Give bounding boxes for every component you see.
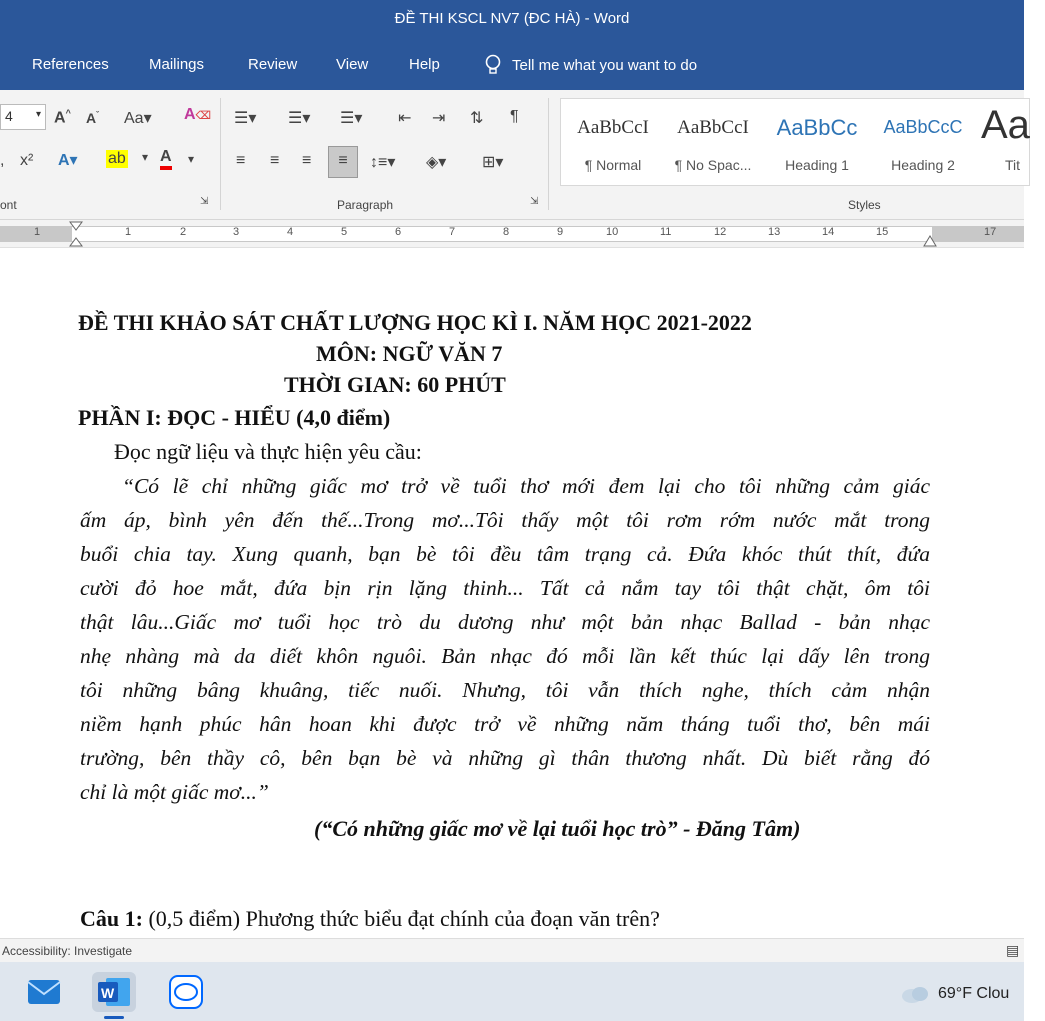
question-label: Câu 1: <box>80 906 143 931</box>
shading-icon[interactable]: ◈▾ <box>426 154 447 171</box>
style-name: Tit <box>1005 157 1021 173</box>
styles-gallery <box>560 98 1030 186</box>
horizontal-ruler[interactable] <box>0 220 1024 248</box>
style-sample: AaBbCc <box>776 115 858 140</box>
style-heading-1[interactable] <box>767 99 867 187</box>
align-left-icon[interactable]: ≡ <box>236 152 246 169</box>
style-name: Heading 2 <box>891 157 955 173</box>
ruler-number: 6 <box>395 226 402 238</box>
passage-line: “Có lẽ chỉ những giấc mơ trở về tuổi thơ mới đem lại cho tôi những cảm giác <box>122 474 930 498</box>
style-title[interactable] <box>975 99 1045 187</box>
style-sample: AaBbCcI <box>677 117 749 138</box>
svg-text:W: W <box>101 985 115 1001</box>
superscript-icon[interactable]: x² <box>20 152 34 169</box>
ruler-number: 14 <box>822 226 835 238</box>
active-indicator <box>104 1016 124 1019</box>
tell-me-text: Tell me what you want to do <box>512 56 698 74</box>
style-name: ¶ Normal <box>584 157 642 173</box>
indent-marker-icon[interactable] <box>70 220 84 248</box>
passage-source: (“Có những giấc mơ về lại tuổi học trò” - Đăng Tâm) <box>314 816 801 841</box>
font-size-box[interactable] <box>0 104 46 130</box>
document-page[interactable] <box>0 248 1024 938</box>
ruler-number: 12 <box>714 226 727 238</box>
numbering-icon[interactable]: ☰▾ <box>288 110 311 127</box>
ribbon <box>0 90 1030 220</box>
ruler-track <box>0 226 1024 242</box>
style-sample: Aa <box>981 103 1030 147</box>
ruler-number: 3 <box>233 226 240 238</box>
passage-line: tôi những bâng khuâng, tiếc nuối. Nhưng, tôi vẫn thích nghe, thích cảm nhận <box>80 678 930 702</box>
comma-icon: , <box>0 152 5 169</box>
ruler-number: 15 <box>876 226 889 238</box>
chevron-down-icon[interactable]: ▾ <box>142 150 149 164</box>
mail-icon <box>22 972 66 1012</box>
weather-text: 69°F Clou <box>938 985 1010 1002</box>
multilevel-list-icon[interactable]: ☰▾ <box>340 110 363 127</box>
decrease-indent-icon[interactable]: ⇤ <box>398 110 412 127</box>
passage-line: ấm áp, bình yên đến thế...Trong mơ...Tôi thấy một tôi rơm rớm nước mắt trong <box>80 508 930 532</box>
ruler-number: 1 <box>125 226 132 238</box>
time-line: THỜI GIAN: 60 PHÚT <box>284 372 506 397</box>
paragraph-group-label: Paragraph <box>337 198 394 212</box>
dialog-launcher-icon[interactable]: ⇲ <box>200 196 209 207</box>
style-no-spacing[interactable] <box>665 99 761 187</box>
dialog-launcher-icon[interactable]: ⇲ <box>530 196 539 207</box>
ruler-number: 1 <box>34 226 41 238</box>
zalo-icon <box>164 972 208 1012</box>
tab-view[interactable]: View <box>336 56 369 73</box>
passage-last-line: chỉ là một giấc mơ...” <box>80 780 269 804</box>
group-separator <box>220 98 221 210</box>
ruler-number: 4 <box>287 226 294 238</box>
lightbulb-icon <box>484 54 502 76</box>
chevron-down-icon[interactable]: ▾ <box>188 152 195 166</box>
question-1 <box>80 906 660 932</box>
bullets-icon[interactable]: ☰▾ <box>234 110 257 127</box>
word-icon <box>92 972 136 1012</box>
layout-view-icon[interactable]: ▤ <box>1006 942 1020 958</box>
font-group-label: ont <box>0 198 17 212</box>
pilcrow-icon[interactable]: ¶ <box>510 108 519 125</box>
question-text: (0,5 điểm) Phương thức biểu đạt chính của đoạn văn trên? <box>148 906 660 931</box>
grow-font-icon[interactable]: A^ <box>54 108 71 127</box>
text-effects-icon[interactable]: A▾ <box>58 152 78 169</box>
ruler-number: 5 <box>341 226 348 238</box>
style-name: Heading 1 <box>785 157 849 173</box>
tab-mailings[interactable]: Mailings <box>149 56 205 73</box>
instruction-text: Đọc ngữ liệu và thực hiện yêu cầu: <box>114 439 422 464</box>
clear-formatting-icon[interactable]: A⌫ <box>184 106 212 123</box>
style-normal[interactable] <box>565 99 661 187</box>
word-app-icon[interactable] <box>92 972 136 1012</box>
passage-line: nhẹ nhàng mà da diết khôn nguôi. Bản nhạc đó mỗi lần kết thúc lại dấy lên trong <box>80 644 930 668</box>
font-color-icon[interactable]: A <box>160 148 172 170</box>
styles-group-label: Styles <box>848 198 881 212</box>
subject-line: MÔN: NGỮ VĂN 7 <box>316 341 503 366</box>
style-sample: AaBbCcI <box>577 117 649 138</box>
right-indent-marker-icon[interactable] <box>924 232 938 248</box>
mail-app-icon[interactable] <box>22 972 66 1012</box>
borders-icon[interactable]: ⊞▾ <box>482 154 504 171</box>
highlight-icon[interactable]: ab <box>108 150 126 167</box>
tell-me-search[interactable] <box>484 54 697 76</box>
taskbar <box>0 962 1024 1021</box>
tab-help[interactable]: Help <box>409 56 440 73</box>
chevron-down-icon: ▾ <box>35 109 41 120</box>
status-bar <box>0 938 1024 962</box>
style-heading-2[interactable] <box>873 99 973 187</box>
increase-indent-icon[interactable]: ⇥ <box>432 110 446 127</box>
passage-line: thật lâu...Giấc mơ tuổi học trò du dương như một bản nhạc Ballad - bản nhạc <box>80 610 930 634</box>
align-center-icon[interactable]: ≡ <box>270 152 280 169</box>
align-right-icon[interactable]: ≡ <box>302 152 312 169</box>
style-name: ¶ No Spac... <box>674 157 752 173</box>
weather-widget[interactable] <box>900 984 1009 1004</box>
style-sample: AaBbCcC <box>883 117 963 137</box>
line-spacing-icon[interactable]: ↕≡▾ <box>370 154 396 171</box>
ribbon-tabs <box>0 40 1024 90</box>
sort-icon[interactable]: ⇅ <box>470 110 484 127</box>
accessibility-status[interactable]: Accessibility: Investigate <box>2 944 133 958</box>
passage-line: niềm hạnh phúc hân hoan khi được trở về những năm tháng tuổi thơ, bên mái <box>80 712 930 736</box>
title-bar <box>0 0 1024 40</box>
group-separator <box>548 98 549 210</box>
cloud-icon <box>900 984 930 1004</box>
ruler-number: 13 <box>768 226 781 238</box>
justify-icon[interactable]: ≡ <box>328 146 358 178</box>
part-heading: PHẦN I: ĐỌC - HIỂU (4,0 điểm) <box>78 405 391 430</box>
change-case-icon[interactable]: Aa▾ <box>124 110 152 127</box>
ruler-number: 8 <box>503 226 510 238</box>
ruler-number: 2 <box>180 226 187 238</box>
ruler-right-margin <box>932 226 1024 242</box>
exam-title: ĐỀ THI KHẢO SÁT CHẤT LƯỢNG HỌC KÌ I. NĂM HỌC 2021-2022 <box>78 310 752 335</box>
ruler-number: 17 <box>984 226 997 238</box>
ruler-number: 11 <box>660 226 672 238</box>
tab-review[interactable]: Review <box>248 56 298 73</box>
ruler-number: 9 <box>557 226 564 238</box>
passage-line: trường, bên thầy cô, bên bạn bè và những gì thân thương nhất. Dù biết rằng đó <box>80 746 930 770</box>
ruler-number: 7 <box>449 226 456 238</box>
passage-line: buổi chia tay. Xung quanh, bạn bè tôi đều tâm trạng cả. Đứa khóc thút thít, đứa <box>80 542 930 566</box>
window-title: ĐỀ THI KSCL NV7 (ĐC HÀ) - Word <box>394 10 630 27</box>
passage-line: cười đỏ hoe mắt, đứa bịn rịn lặng thinh... Tất cả nắm tay tôi thật chặt, ôm tôi <box>80 576 930 600</box>
zalo-app-icon[interactable] <box>164 972 208 1012</box>
ruler-number: 10 <box>606 226 619 238</box>
shrink-font-icon[interactable]: $A^ˇ$ <box>86 110 99 126</box>
tab-references[interactable]: References <box>32 56 109 73</box>
font-size-value: 4 <box>5 108 13 124</box>
